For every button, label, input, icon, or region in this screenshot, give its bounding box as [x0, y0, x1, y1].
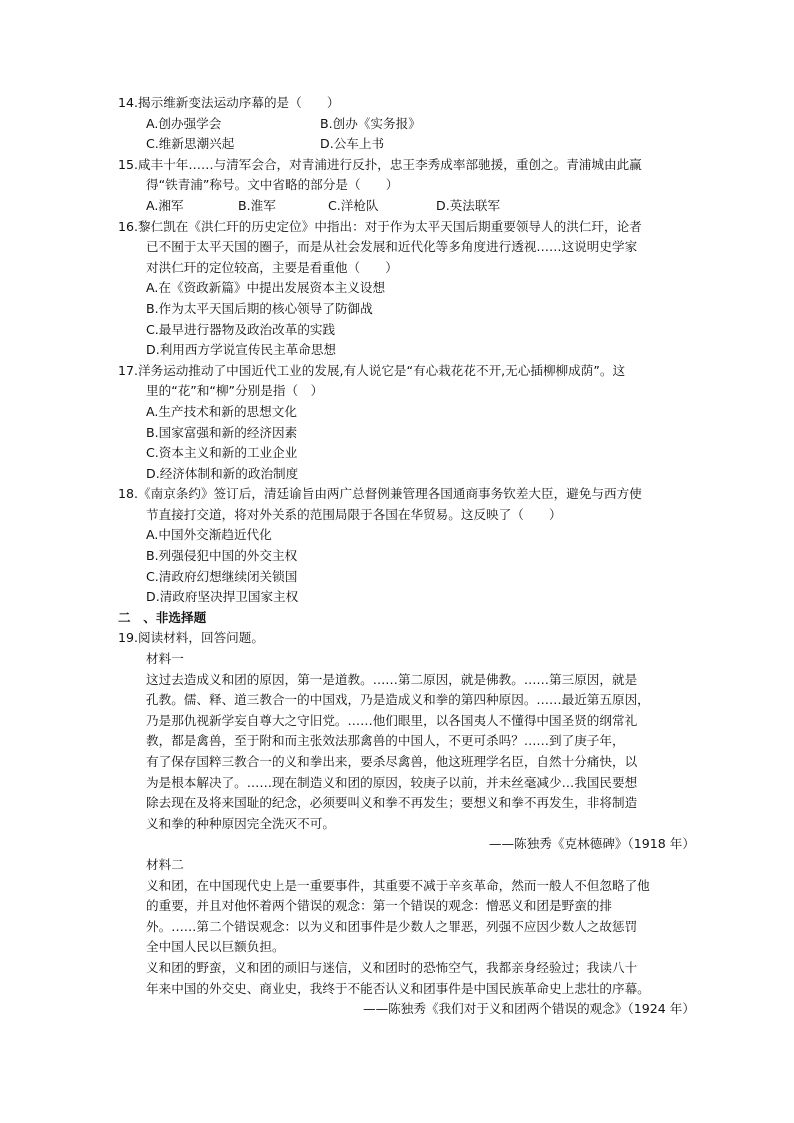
material-2-title: 材料二: [146, 856, 184, 872]
material-1-line: 孔教。儒、释、道三教合一的中国戏，乃是造成义和拳的第四种原因。……最近第五原因，: [146, 692, 650, 708]
q14-option-a[interactable]: A.创办强学会: [146, 115, 222, 131]
q14-option-b[interactable]: B.创办《实务报》: [320, 115, 421, 131]
question-16-stem-line1: 16.黎仁凯在《洪仁玕的历史定位》中指出：对于作为太平天国后期重要领导人的洪仁玕，论者: [118, 218, 642, 234]
material-1-line: 乃是那仇视新学妄自尊大之守旧党。……他们眼里，以各国夷人不懂得中国圣贤的纲常礼: [146, 712, 638, 728]
question-15-stem-line2: 得“铁青浦”称号。文中省略的部分是（ ）: [146, 177, 399, 193]
material-1-line: 义和拳的种种原因完全洗灭不可。: [146, 815, 335, 831]
q14-option-d[interactable]: D.公车上书: [320, 136, 385, 152]
q16-option-c[interactable]: C.最早进行器物及政治改革的实践: [146, 321, 336, 337]
material-2-line: 全中国人民以巨额负担。: [146, 939, 285, 955]
q18-option-d[interactable]: D.清政府坚决捍卫国家主权: [146, 589, 299, 605]
q18-option-b[interactable]: B.列强侵犯中国的外交主权: [146, 548, 298, 564]
section-heading-non-choice: 二 、非选择题: [118, 609, 207, 625]
material-1-line: 教，都是禽兽，至于附和而主张效法那禽兽的中国人，不更可杀吗？……到了庚子年，: [146, 733, 625, 749]
material-1-line: 这过去造成义和团的原因，第一是道教。……第二原因，就是佛教。……第三原因，就是: [146, 671, 638, 687]
q16-option-b[interactable]: B.作为太平天国后期的核心领导了防御战: [146, 300, 373, 316]
q17-option-c[interactable]: C.资本主义和新的工业企业: [146, 445, 298, 461]
material-1-title: 材料一: [146, 651, 184, 667]
q17-option-b[interactable]: B.国家富强和新的经济因素: [146, 424, 298, 440]
q16-option-a[interactable]: A.在《资政新篇》中提出发展资本主义设想: [146, 280, 386, 296]
q15-option-d[interactable]: D.英法联军: [436, 197, 501, 213]
question-16-stem-line3: 对洪仁玕的定位较高，主要是看重他（ ）: [146, 259, 398, 275]
q17-option-d[interactable]: D.经济体制和新的政治制度: [146, 465, 299, 481]
material-1-source: ——陈独秀《克林德碑》（1918 年）: [488, 836, 695, 852]
material-2-line: 义和团的野蛮，义和团的顽旧与迷信，义和团时的恐怖空气，我都亲身经验过；我读八十: [146, 959, 638, 975]
q18-option-a[interactable]: A.中国外交渐趋近代化: [146, 527, 272, 543]
q14-option-c[interactable]: C.维新思潮兴起: [146, 136, 235, 152]
question-14-options-row2: [118, 134, 703, 155]
question-18-stem-line1: 18.《南京条约》签订后，清廷谕旨由两广总督例兼管理各国通商事务钦差大臣，避免与西方使: [118, 486, 642, 502]
material-2-line: 年来中国的外交史、商业史，我终于不能否认义和团事件是中国民族革命史上悲壮的序幕。: [146, 980, 650, 996]
q15-option-b[interactable]: B.淮军: [238, 197, 276, 213]
material-2-source: ——陈独秀《我们对于义和团两个错误的观念》（1924 年）: [362, 1001, 695, 1017]
q15-option-a[interactable]: A.湘军: [146, 197, 184, 213]
question-17-stem-line2: 里的“花”和“柳”分别是指（ ）: [146, 383, 324, 399]
material-2-line: 的重要，并且对他怀着两个错误的观念：第一个错误的观念：憎恶义和团是野蛮的排: [146, 898, 612, 914]
exam-page: [118, 93, 703, 1020]
q15-option-c[interactable]: C.洋枪队: [328, 197, 379, 213]
material-1-line: 除去现在及将来国耻的纪念，必须要叫义和拳不再发生；要想义和拳不再发生，非将制造: [146, 795, 638, 811]
q17-option-a[interactable]: A.生产技术和新的思想文化: [146, 403, 297, 419]
material-1-line: 有了保存国粹三教合一的义和拳出来，要杀尽禽兽，他这班理学名臣，自然十分痛快，以: [146, 754, 638, 769]
material-2-line: 外。……第二个错误观念：以为义和团事件是少数人之罪恶，列强不应因少数人之故惩罚: [146, 918, 638, 934]
material-1-line: 为是根本解决了。……现在制造义和团的原因，较庚子以前，并未丝毫减少…我国民要想: [146, 774, 638, 790]
question-15-stem-line1: 15.咸丰十年……与清军会合，对青浦进行反扑，忠王李秀成率部驰援，重创之。青浦城由此赢: [118, 156, 642, 172]
question-18-stem-line2: 节直接打交道，将对外关系的范围局限于各国在华贸易。这反映了（ ）: [146, 506, 562, 522]
question-14-stem: 14.揭示维新变法运动序幕的是（ ）: [118, 95, 340, 110]
q16-option-d[interactable]: D.利用西方学说宣传民主革命思想: [146, 342, 337, 358]
question-16-stem-line2: 已不囿于太平天国的圈子，而是从社会发展和近代化等多角度进行透视……这说明史学家: [146, 239, 638, 255]
question-14-options-row1: [118, 114, 703, 135]
question-17-stem-line1: 17.洋务运动推动了中国近代工业的发展,有人说它是“有心栽花花不开,无心插柳柳成荫”。这: [118, 362, 626, 378]
material-2-line: 义和团，在中国现代史上是一重要事件，其重要不减于辛亥革命，然而一般人不但忽略了他: [146, 877, 650, 893]
question-15-options: [118, 196, 703, 217]
q18-option-c[interactable]: C.清政府幻想继续闭关锁国: [146, 568, 298, 584]
question-19-stem: 19.阅读材料，回答问题。: [118, 630, 264, 646]
